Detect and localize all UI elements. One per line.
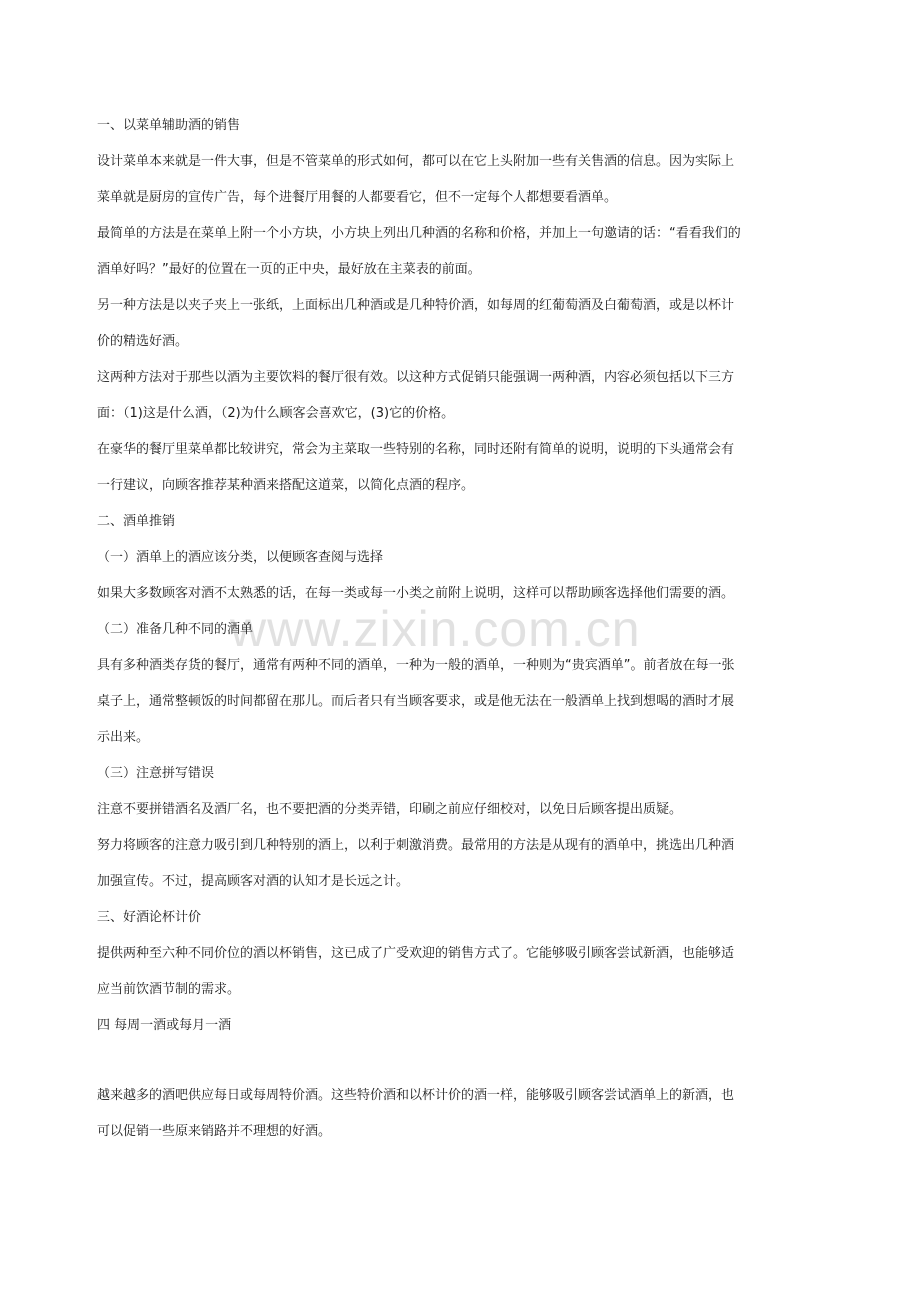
subsection-heading-1: （一）酒单上的酒应该分类，以便顾客查阅与选择 — [97, 550, 384, 565]
paragraph-line: 示出来。 — [97, 730, 150, 745]
watermark: www.zixin.com.cn — [230, 601, 641, 657]
paragraph-line: 设计菜单本来就是一件大事，但是不管菜单的形式如何，都可以在它上头附加一些有关售酒的信息。因为实际上 — [97, 154, 735, 169]
paragraph-line: 越来越多的酒吧供应每日或每周特价酒。这些特价酒和以杯计价的酒一样，能够吸引顾客尝试酒单上的新酒，也 — [97, 1088, 735, 1103]
paragraph-line: 桌子上，通常整顿饭的时间都留在那儿。而后者只有当顾客要求，或是他无法在一般酒单上找到想喝的酒时才展 — [97, 694, 735, 709]
document-body — [97, 108, 787, 1150]
blank-line — [97, 1044, 787, 1078]
paragraph-line: 另一种方法是以夹子夹上一张纸，上面标出几种酒或是几种特价酒，如每周的红葡萄酒及白葡萄酒，或是以杯计 — [97, 298, 735, 313]
section-heading-4: 四 每周一酒或每月一酒 — [97, 1018, 232, 1033]
paragraph-line: 加强宣传。不过，提高顾客对酒的认知才是长远之计。 — [97, 874, 410, 889]
paragraph-line: 这两种方法对于那些以酒为主要饮料的餐厅很有效。以这种方式促销只能强调一两种酒，内容必须包括以下三方 — [97, 370, 735, 385]
subsection-heading-3: （三）注意拼写错误 — [97, 766, 215, 781]
paragraph-line: 菜单就是厨房的宣传广告，每个进餐厅用餐的人都要看它，但不一定每个人都想要看酒单。 — [97, 190, 618, 205]
paragraph-line: 价的精选好酒。 — [97, 334, 189, 349]
section-heading-1: 一、以菜单辅助酒的销售 — [97, 118, 241, 133]
paragraph-line: 可以促销一些原来销路并不理想的好酒。 — [97, 1124, 332, 1139]
paragraph-line: 面：（1)这是什么酒，（2)为什么顾客会喜欢它，(3)它的价格。 — [97, 406, 455, 421]
paragraph-line: 应当前饮酒节制的需求。 — [97, 982, 241, 997]
section-heading-3: 三、好酒论杯计价 — [97, 910, 202, 925]
paragraph-line: 在豪华的餐厅里菜单都比较讲究，常会为主菜取一些特别的名称，同时还附有简单的说明，说明的下头通常会有 — [97, 442, 735, 457]
paragraph-line: 最简单的方法是在菜单上附一个小方块，小方块上列出几种酒的名称和价格，并加上一句邀请的话：“看看我们的 — [97, 226, 741, 241]
paragraph-line: 注意不要拼错酒名及酒厂名，也不要把酒的分类弄错，印刷之前应仔细校对，以免日后顾客提出质疑。 — [97, 802, 683, 817]
subsection-heading-2: （二）准备几种不同的酒单 — [97, 622, 254, 637]
paragraph-line: 具有多种酒类存货的餐厅，通常有两种不同的酒单，一种为一般的酒单，一种则为“贵宾酒单”。前者放在每一张 — [97, 658, 735, 673]
paragraph-line: 努力将顾客的注意力吸引到几种特别的酒上，以利于刺激消费。最常用的方法是从现有的酒单中，挑选出几种酒 — [97, 838, 735, 853]
paragraph-line: 提供两种至六种不同价位的酒以杯销售，这已成了广受欢迎的销售方式了。它能够吸引顾客尝试新酒，也能够适 — [97, 946, 735, 961]
paragraph-line: 如果大多数顾客对酒不太熟悉的话，在每一类或每一小类之前附上说明，这样可以帮助顾客选择他们需要的酒。 — [97, 586, 735, 601]
paragraph-line: 一行建议，向顾客推荐某种酒来搭配这道菜，以简化点酒的程序。 — [97, 478, 475, 493]
paragraph-line: 酒单好吗？”最好的位置在一页的正中央，最好放在主菜表的前面。 — [97, 262, 481, 277]
section-heading-2: 二、酒单推销 — [97, 514, 176, 529]
